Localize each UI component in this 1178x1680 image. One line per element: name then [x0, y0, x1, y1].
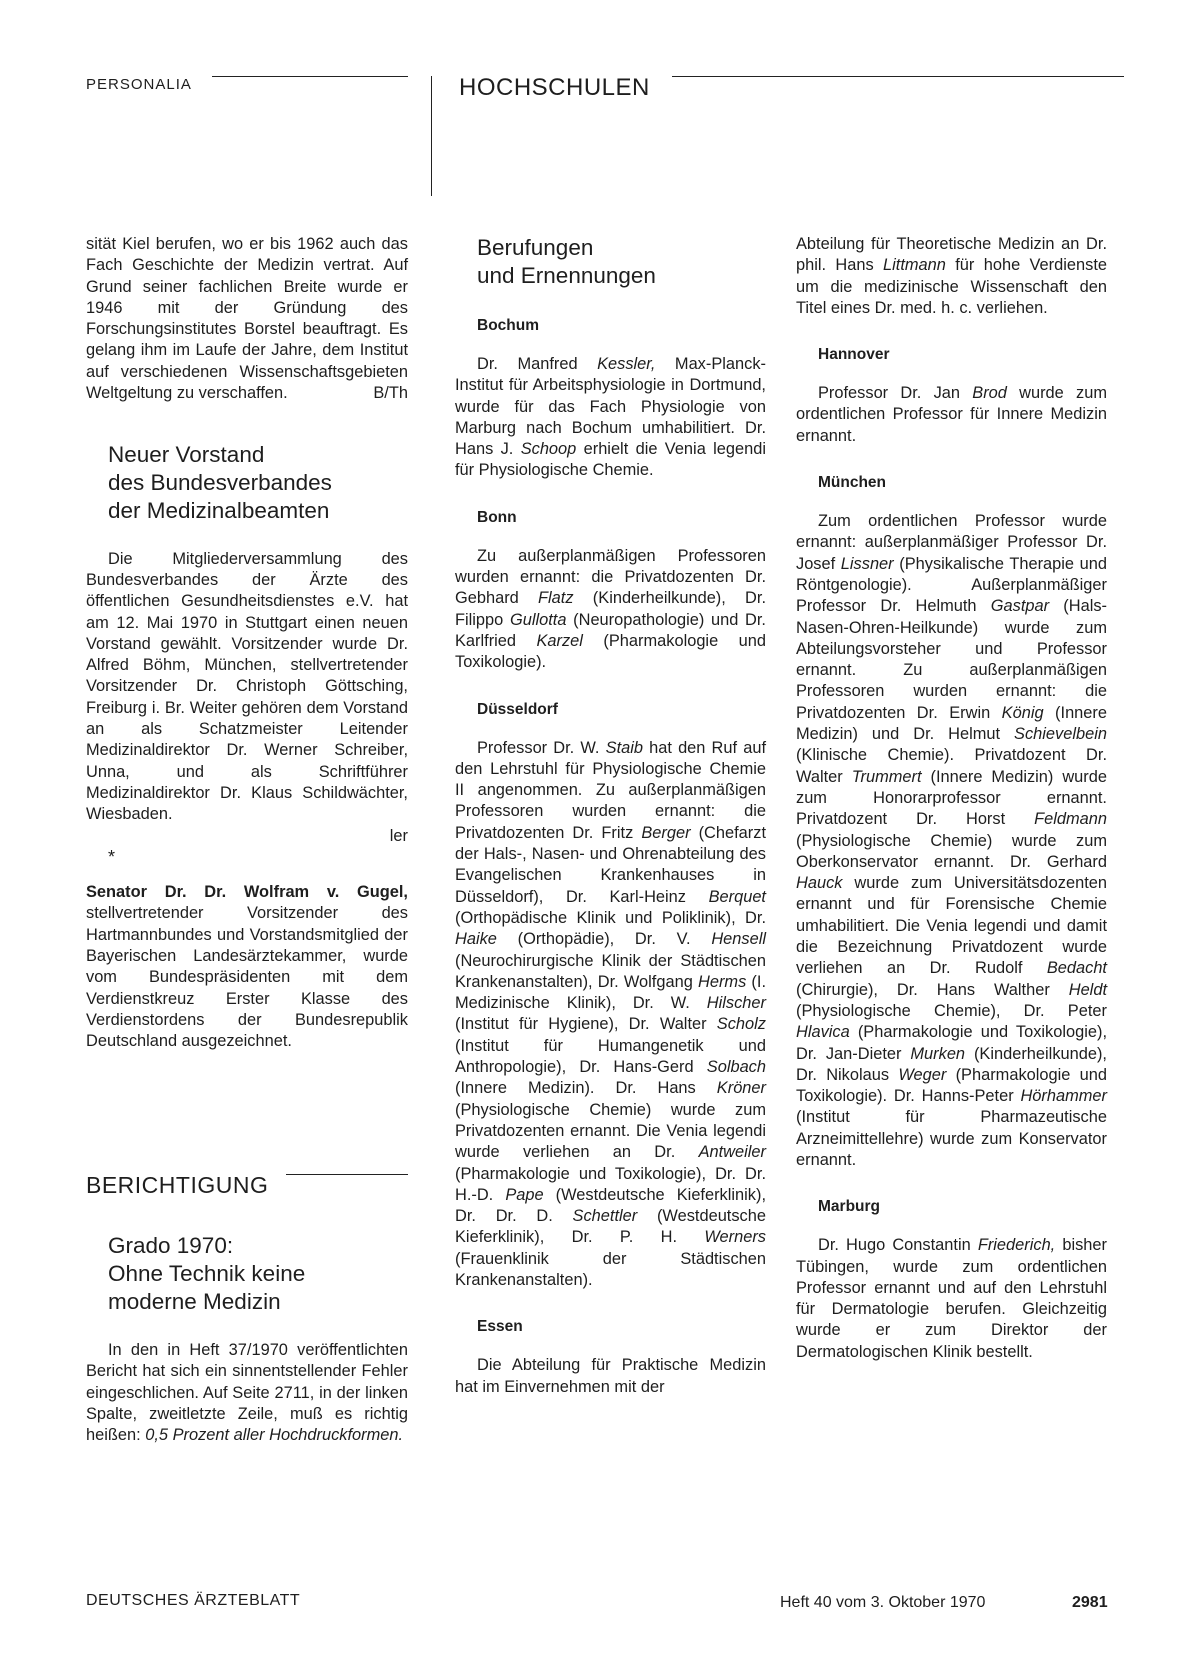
essen-paragraph: Die Abteilung für Praktische Medizin hat im Einvernehmen mit der — [455, 1356, 766, 1396]
city-heading-hannover: Hannover — [818, 346, 890, 364]
bonn-paragraph: Zu außerplanmäßigen Professoren wurden ernannt: die Privatdozenten Dr. Gebhard Flatz (Kinderheilkunde), Dr. Filippo Gullotta (Neuropathologie) und Dr. Karlfried Karzel (Pharmakologie und Toxikologie). — [455, 546, 767, 672]
city-heading-duesseldorf: Düsseldorf — [477, 700, 558, 718]
berichtigung-paragraph: In den in Heft 37/1970 veröffentlichten Bericht hat sich ein sinnentstellender Fehler eingeschlichen. Auf Seite 2711, in der linken Spalte, zweitletzte Zeile, muß es richtig heißen: 0,5 Prozent aller Hochdruckformen. — [86, 1341, 408, 1445]
rubric-rule-berichtigung — [286, 1174, 408, 1175]
bochum-paragraph: Dr. Manfred Kessler, Max-Planck-Institut für Arbeitsphysiologie in Dortmund, wurde für das Fach Physiologie von Marburg nach Bochum umhabilitiert. Dr. Hans J. Schoop erhielt die Venia legendi für Physiologische Chemie. — [455, 355, 767, 480]
gugel-paragraph: Senator Dr. Dr. Wolfram v. Gugel, stellvertretender Vorsitzender des Hartmannbundes und Vorstandsmitglied der Bayerischen Landesärztekammer, wurde vom Bundespräsidenten mit dem Verdienstkreuz Erster Klasse des Verdienstordens der Bundesrepublik Deutschland ausgezeichnet. — [86, 883, 408, 1051]
marburg-paragraph: Dr. Hugo Constantin Friederich, bisher Tübingen, wurde zum ordentlichen Professor ernannt und auf den Lehrstuhl für Dermatologie berufen. Gleichzeitig wurde er zum Direktor der Dermatologischen Klinik bestellt. — [796, 1236, 1107, 1361]
column-divider — [431, 76, 432, 196]
headline-berufungen: Berufungen und Ernennungen — [477, 235, 656, 288]
column-3 — [796, 234, 1107, 1363]
vorstand-signature: ler — [389, 826, 408, 845]
muenchen-paragraph: Zum ordentlichen Professor wurde ernannt: außerplanmäßiger Professor Dr. Josef Lissner (Physikalische Therapie und Röntgenologie). Außerplanmäßiger Professor Dr. Helmuth Gastpar (Hals-Nasen-Ohren-Heilkunde) wurde zum Abteilungsvorsteher und Professor ernannt. Zu außerplanmäßigen Professoren wurden ernannt: die Privatdozenten Dr. Erwin König (Innere Medizin) und Dr. Helmut Schievelbein (Klinische Chemie). Privatdozent Dr. Walter Trummert (Innere Medizin) wurde zum Honorarprofessor ernannt. Privatdozent Dr. Horst Feldmann (Physiologische Chemie) wurde zum Oberkonservator ernannt. Dr. Gerhard Hauck wurde zum Universitätsdozenten ernannt und für Forensische Chemie umhabilitiert. Die Venia legendi und damit die Bezeichnung Privatdozent wurde verliehen an Dr. Rudolf Bedacht (Chirurgie), Dr. Hans Walther Heldt (Physiologische Chemie), Dr. Peter Hlavica (Pharmakologie und Toxikologie), Dr. Jan-Dieter Murken (Kinderheilkunde), Dr. Nikolaus Weger (Pharmakologie und Toxikologie). Dr. Hanns-Peter Hörhammer (Institut für Pharmazeutische Arzneimittellehre) wurde zum Konservator ernannt. — [796, 512, 1107, 1169]
rubric-personalia: PERSONALIA — [86, 76, 192, 93]
footer-issue: Heft 40 vom 3. Oktober 1970 — [780, 1594, 986, 1611]
column-1 — [86, 234, 408, 1053]
city-heading-bochum: Bochum — [477, 317, 539, 334]
headline-vorstand: Neuer Vorstand des Bundesverbandes der Medizinalbeamten — [108, 441, 332, 523]
headline-grado: Grado 1970: Ohne Technik keine moderne Medizin — [108, 1233, 306, 1314]
city-heading-bonn: Bonn — [477, 508, 517, 526]
rubric-berichtigung: BERICHTIGUNG — [86, 1172, 269, 1198]
footer-page-number: 2981 — [1072, 1594, 1108, 1611]
column-2 — [455, 234, 766, 1398]
intro-paragraph: sität Kiel berufen, wo er bis 1962 auch das Fach Geschichte der Medizin vertrat. Auf Grund seiner fachlichen Breite wurde er 1946 mit der Gründung des Forschungsinstitutes Borstel beauftragt. Es gelang ihm im Laufe der Jahre, dem Institut auf verschiedenen Wissenschaftsgebieten Weltgeltung zu verschaffen. — [86, 235, 408, 403]
column-1-lower — [86, 1232, 408, 1446]
rubric-hochschulen: HOCHSCHULEN — [459, 74, 650, 101]
city-heading-marburg: Marburg — [818, 1198, 880, 1216]
vorstand-paragraph: Die Mitgliederversammlung des Bundesverbandes der Ärzte des öffentlichen Gesundheitsdienstes e.V. hat am 12. Mai 1970 in Stuttgart einen neuen Vorstand gewählt. Vorsitzender wurde Dr. Alfred Böhm, München, stellvertretender Vorsitzender Dr. Christoph Göttsching, Freiburg i. Br. Weiter gehören dem Vorstand an als Schatzmeister Leitender Medizinaldirektor Dr. Werner Schreiber, Unna, und als Schriftführer Medizinaldirektor Dr. Klaus Schildwächter, Wiesbaden. — [86, 549, 408, 824]
rubric-rule-right — [672, 76, 1124, 77]
hannover-paragraph: Professor Dr. Jan Brod wurde zum ordentlichen Professor für Innere Medizin ernannt. — [796, 384, 1107, 445]
city-heading-muenchen: München — [818, 474, 887, 492]
intro-signature: B/Th — [373, 384, 408, 403]
rubric-rule-left — [212, 76, 408, 77]
footer-journal: DEUTSCHES ÄRZTEBLATT — [86, 1592, 301, 1609]
essen-continued-paragraph: Abteilung für Theoretische Medizin an Dr. phil. Hans Littmann für hohe Verdienste um die medizinische Wissenschaft den Titel eines Dr. med. h. c. verliehen. — [796, 235, 1107, 317]
separator-star: * — [108, 846, 116, 867]
city-heading-essen: Essen — [477, 1318, 523, 1336]
duesseldorf-paragraph: Professor Dr. W. Staib hat den Ruf auf den Lehrstuhl für Physiologische Chemie II angenommen. Zu außerplanmäßigen Professoren wurden ernannt: die Privatdozenten Dr. Fritz Berger (Chefarzt der Hals-, Nasen- und Ohrenabteilung des Evangelischen Krankenhauses in Düsseldorf), Dr. Karl-Heinz Berquet (Orthopädische Klinik und Poliklinik), Dr. Haike (Orthopädie), Dr. V. Hensell (Neurochirurgische Klinik der Städtischen Krankenanstalten), Dr. Wolfgang Herms (I. Medizinische Klinik), Dr. W. Hilscher (Institut für Hygiene), Dr. Walter Scholz (Institut für Humangenetik und Anthropologie), Dr. Hans-Gerd Solbach (Innere Medizin). Dr. Hans Kröner (Physiologische Chemie) wurde zum Privatdozenten ernannt. Die Venia legendi wurde verliehen an Dr. Antweiler (Pharmakologie und Toxikologie), Dr. Dr. H.-D. Pape (Westdeutsche Kieferklinik), Dr. Dr. D. Schettler (Westdeutsche Kieferklinik), Dr. P. H. Werners (Frauenklinik der Städtischen Krankenanstalten). — [455, 738, 767, 1289]
